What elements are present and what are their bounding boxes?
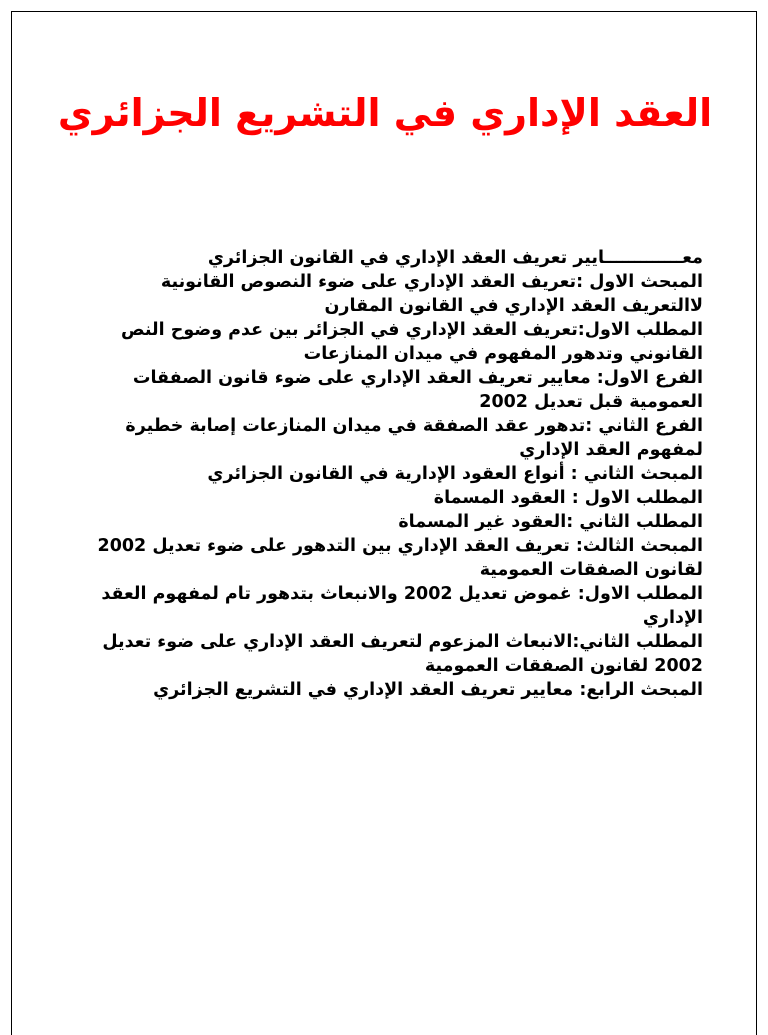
toc-line: المبحث الاول :تعريف العقد الإداري على ضوء النصوص القانونية لاالتعريف العقد الإداري في القانون المقارن: [160, 272, 703, 316]
toc-line: المطلب الاول:تعريف العقد الإداري في الجزائر بين عدم وضوح النص القانوني وتدهور المفهوم في ميدان المنازعات: [121, 320, 703, 364]
toc-line: الفرع الثاني :تدهور عقد الصفقة في ميدان المنازعات إصابة خطيرة لمفهوم العقد الإداري: [125, 416, 703, 460]
toc-line: المطلب الاول : العقود المسماة: [433, 488, 703, 508]
toc-line: المطلب الثاني:الانبعاث المزعوم لتعريف العقد الإداري على ضوء تعديل 2002 لقانون الصفقات العمومية: [102, 632, 703, 676]
toc-line: المبحث الرابع: معايير تعريف العقد الإداري في التشريع الجزائري: [153, 680, 703, 700]
toc-line: المبحث الثاني : أنواع العقود الإدارية في القانون الجزائري: [207, 464, 703, 484]
table-of-contents: [74, 246, 703, 702]
document-title: العقد الإداري في التشريع الجزائري: [57, 91, 713, 135]
toc-line: المبحث الثالث: تعريف العقد الإداري بين التدهور على ضوء تعديل 2002 لقانون الصفقات العمومية: [97, 536, 703, 580]
toc-line: الفرع الاول: معايير تعريف العقد الإداري على ضوء قانون الصفقات العمومية قبل تعديل 2002: [132, 368, 703, 412]
toc-line: معـــــــــــــايير تعريف العقد الإداري في القانون الجزائري: [207, 248, 703, 268]
toc-line: المطلب الاول: غموض تعديل 2002 والانبعاث بتدهور تام لمفهوم العقد الإداري: [101, 584, 703, 628]
document-page: [11, 11, 757, 1035]
toc-line: المطلب الثاني :العقود غير المسماة: [398, 512, 703, 532]
